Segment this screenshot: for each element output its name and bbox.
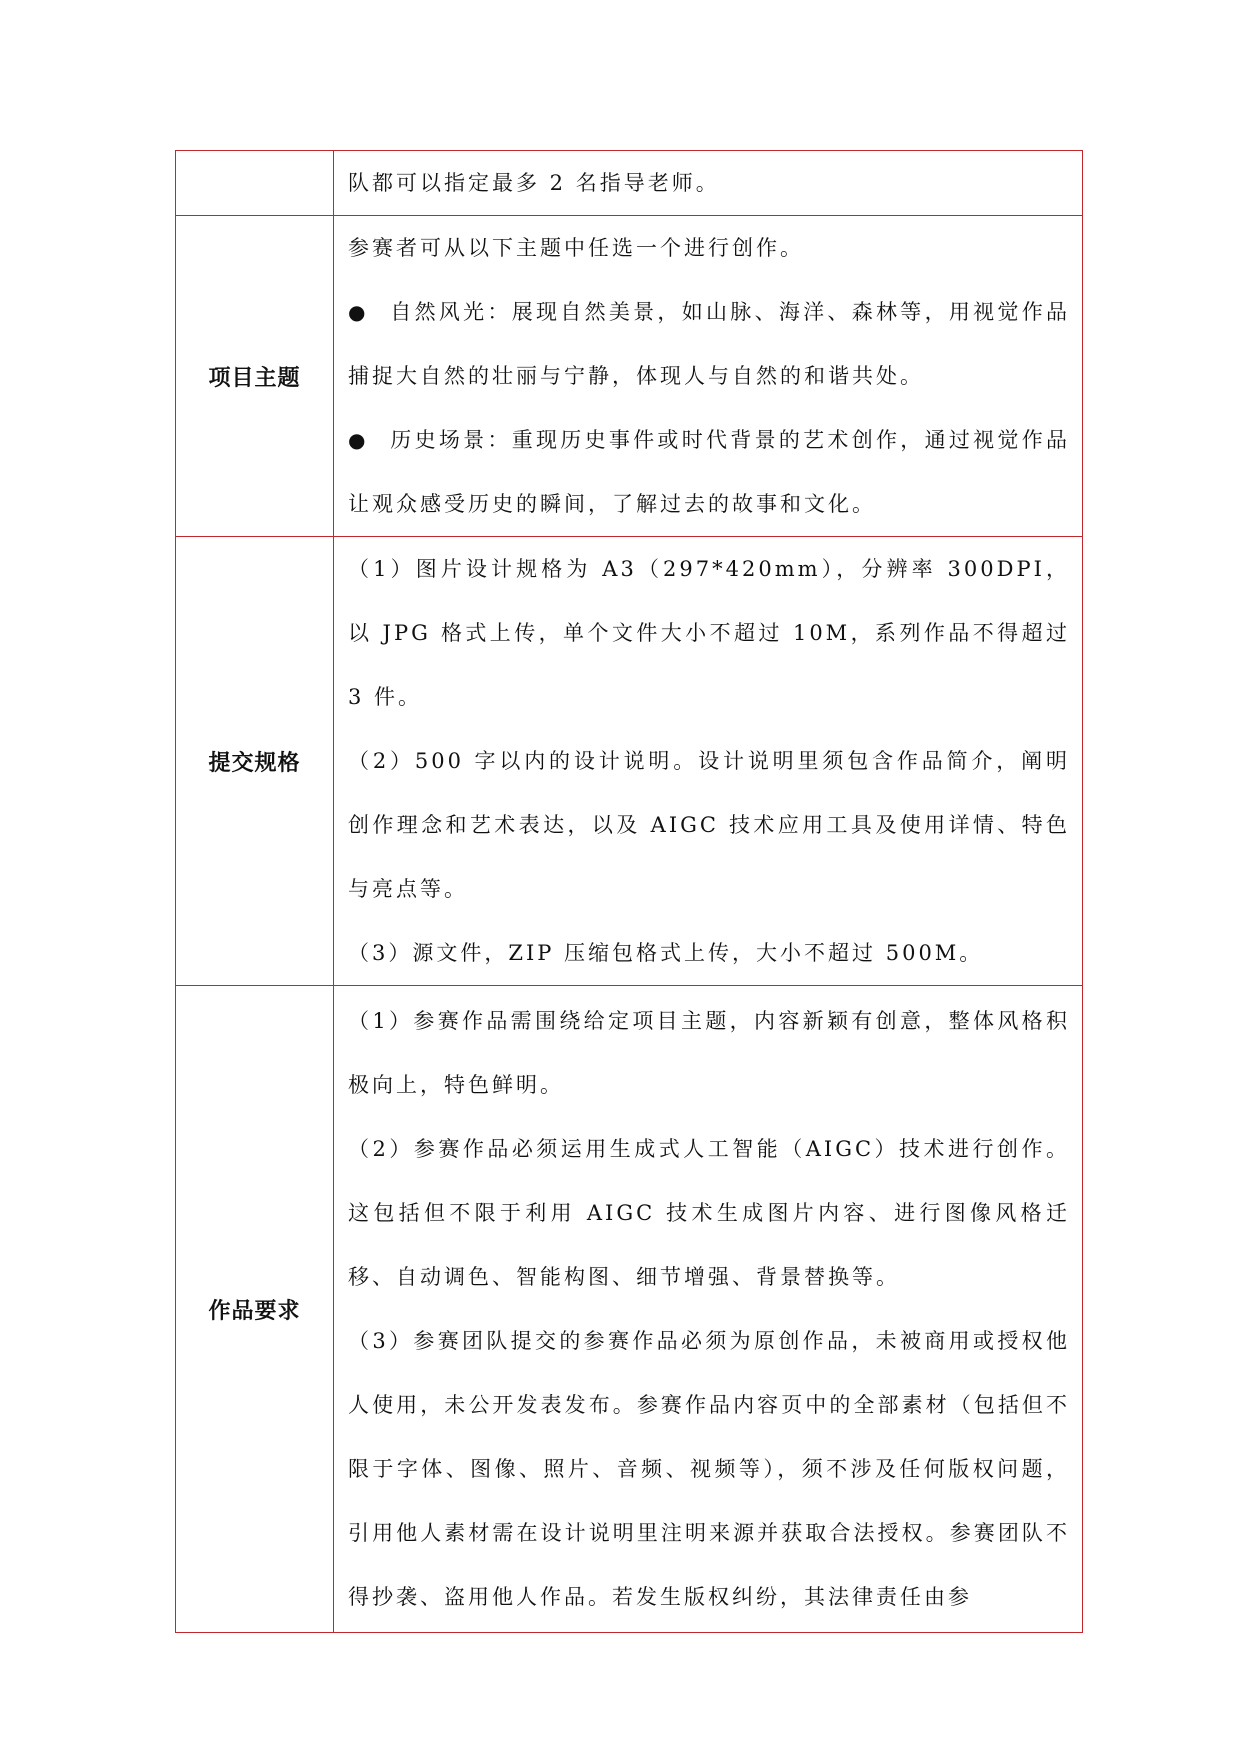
bullet-text: 自然风光：展现自然美景，如山脉、海洋、森林等，用视觉作品捕捉大自然的壮丽与宁静，体现人与自然的和谐共处。 [348, 300, 1070, 388]
bullet-icon [348, 428, 390, 452]
bullet-paragraph [348, 280, 1070, 408]
bullet-paragraph [348, 408, 1070, 536]
row-content [334, 151, 1083, 216]
paragraph: （2）参赛作品必须运用生成式人工智能（AIGC）技术进行创作。这包括但不限于利用 AIGC 技术生成图片内容、进行图像风格迁移、自动调色、智能构图、细节增强、背景替换等。 [348, 1137, 1070, 1289]
table-row [176, 216, 1083, 537]
paragraph: （3）参赛团队提交的参赛作品必须为原创作品，未被商用或授权他人使用，未公开发表发布。参赛作品内容页中的全部素材（包括但不限于字体、图像、照片、音频、视频等），须不涉及任何版权问题，引用他人素材需在设计说明里注明来源并获取合法授权。参赛团队不得抄袭、盗用他人作品。若发生版权纠纷，其法律责任由参 [348, 1329, 1070, 1609]
requirements-table [175, 150, 1083, 1633]
row-content [334, 537, 1083, 986]
row-content [334, 986, 1083, 1633]
row-label: 作品要求 [176, 986, 334, 1633]
table-row [176, 151, 1083, 216]
paragraph: 参赛者可从以下主题中任选一个进行创作。 [348, 236, 804, 260]
bullet-text: 历史场景：重现历史事件或时代背景的艺术创作，通过视觉作品让观众感受历史的瞬间，了解过去的故事和文化。 [348, 428, 1070, 516]
paragraph: （1）图片设计规格为 A3（297*420mm），分辨率 300DPI，以 JPG 格式上传，单个文件大小不超过 10M，系列作品不得超过 3 件。 [348, 557, 1070, 709]
row-label: 项目主题 [176, 216, 334, 537]
row-label: 提交规格 [176, 537, 334, 986]
bullet-icon [348, 300, 390, 324]
table-row [176, 986, 1083, 1633]
paragraph: 队都可以指定最多 2 名指导老师。 [348, 171, 720, 195]
paragraph: （2）500 字以内的设计说明。设计说明里须包含作品简介，阐明创作理念和艺术表达，以及 AIGC 技术应用工具及使用详情、特色与亮点等。 [348, 749, 1070, 901]
row-content [334, 216, 1083, 537]
paragraph: （3）源文件，ZIP 压缩包格式上传，大小不超过 500M。 [348, 941, 984, 965]
row-label [176, 151, 334, 216]
paragraph: （1）参赛作品需围绕给定项目主题，内容新颖有创意，整体风格积极向上，特色鲜明。 [348, 1009, 1070, 1097]
table-row [176, 537, 1083, 986]
